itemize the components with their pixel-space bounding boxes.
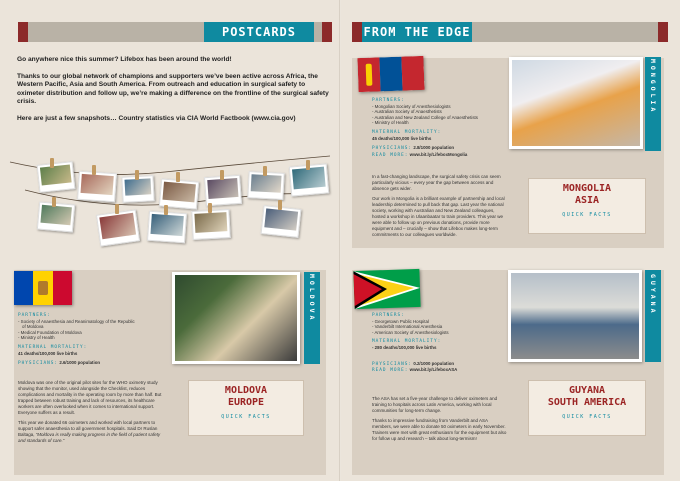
moldova-title-country: MOLDOVA xyxy=(224,385,268,396)
intro-paragraph-1: Go anywhere nice this summer? Lifebox has been around the world! xyxy=(17,56,232,63)
mongolia-read-more-link[interactable]: www.bit.ly/LifeboxMongolia xyxy=(409,151,468,157)
mongolia-partners-label: PARTNERS: xyxy=(372,98,405,103)
header-accent-mid-left xyxy=(322,22,332,42)
mongolia-side-tab xyxy=(645,57,661,151)
moldova-side-tab xyxy=(304,272,320,364)
clothes-peg xyxy=(115,204,119,214)
guyana-story-paragraph: The ASA has set a five-year challenge to deliver oximeters and training to hospitals across Latin America, working with local communities for long-term change. xyxy=(372,396,498,413)
mongolia-mortality: 45 deaths/100,000 live births xyxy=(372,135,432,141)
guyana-side-tab xyxy=(645,270,661,362)
mongolia-quick-facts-box xyxy=(528,178,646,234)
clothes-peg xyxy=(278,200,282,210)
mongolia-partner: - Mongolian Society of Anesthesiologists xyxy=(372,103,451,109)
moldova-story-quote: “Moldova is really making progress in the field of patient safety and standards of care.” xyxy=(18,432,161,443)
moldova-story-paragraph xyxy=(18,420,168,444)
mongolia-story-paragraph: Our work in Mongolia is a brilliant example of partnership and local leadership determined to pull back that gap. Last year the national society, working with Australian and New Zealand colleagues, hosted a workshop in Ulaanbaatar to train providers. This year we were able to follow up on previous donations, provide more equipment and – crucially – show that Lifebox makes long-term commitments to our colleagues worldwide. xyxy=(372,196,505,237)
mongolia-title-region: ASIA xyxy=(574,195,600,206)
guyana-partners-label: PARTNERS: xyxy=(372,313,405,318)
header-accent-mid-right xyxy=(352,22,362,42)
mongolia-physicians: 2.8/1000 population xyxy=(413,145,455,151)
guyana-partner: - Georgetown Public Hospital xyxy=(372,318,429,324)
intro-paragraph-2: Thanks to our global network of champions and supporters we’ve been active across Africa, the Western Pacific, Asia and South America. From outreach and education in surgical safety to oximeter distribution and follow up, we’re making a difference on the frontline of the surgical safety crisis. xyxy=(17,72,329,106)
header-title-left: POSTCARDS xyxy=(204,22,314,42)
guyana-info xyxy=(372,313,506,374)
moldova-title-region: EUROPE xyxy=(227,397,265,408)
guyana-title-country: GUYANA xyxy=(568,385,606,396)
guyana-physicians-label: PHYSICIANS: xyxy=(372,361,413,367)
moldova-tab-label: MOLDOVA xyxy=(308,274,316,323)
guyana-quick-facts-label: QUICK FACTS xyxy=(562,414,612,420)
header-title-right: FROM THE EDGE xyxy=(362,22,472,42)
snapshot-photo xyxy=(77,171,117,203)
guyana-mortality-label: MATERNAL MORTALITY: xyxy=(372,339,442,345)
mongolia-flag-icon xyxy=(357,56,424,92)
mongolia-story-paragraph: In a fast-changing landscape, the surgical safety crisis can seem particularly vicious – every year the gap between access and absence gets wider. xyxy=(372,174,501,191)
clothes-peg xyxy=(176,172,180,182)
guyana-quick-facts-box xyxy=(528,380,646,436)
moldova-quick-facts-label: QUICK FACTS xyxy=(221,414,271,420)
header-accent-right xyxy=(658,22,668,42)
intro-text xyxy=(17,56,329,132)
guyana-story-paragraph: Thanks to impressive fundraising from Vanderbilt and ASA members, we were able to donate 50 oximeters in early November. Trainers were met with great enthusiasm for the equipment but also for follow up and research – talk about long-termism! xyxy=(372,418,507,441)
clothes-peg xyxy=(220,170,224,180)
guyana-photo xyxy=(508,270,642,362)
moldova-partner: - Society of Anaesthesia and Reanimatology of the Republic xyxy=(18,318,135,324)
guyana-mortality: - 280 deaths/100,000 live births xyxy=(372,344,437,350)
mongolia-tab-label: MONGOLIA xyxy=(649,59,657,115)
moldova-info xyxy=(18,313,168,367)
mongolia-quick-facts-label: QUICK FACTS xyxy=(562,212,612,218)
moldova-physicians: 2.6/1000 population xyxy=(59,360,101,366)
guyana-title-region: SOUTH AMERICA xyxy=(547,397,627,408)
guyana-read-more-label: READ MORE: xyxy=(372,368,409,374)
clothes-peg xyxy=(52,197,56,207)
guyana-flag-icon xyxy=(353,269,420,309)
clothes-peg xyxy=(50,158,54,168)
moldova-story-text: This year we donated 66 oximeters and worked with local partners to support safer anaesthesia to all government hospitals. Said Dr Ruslan Baltaga, xyxy=(18,420,158,437)
clothes-peg xyxy=(164,205,168,215)
snapshot-photo xyxy=(37,201,75,232)
moldova-partner: of Moldova xyxy=(22,324,44,330)
moldova-story-paragraph: Moldova was one of the original pilot sites for the WHO oximetry study showing that the monitor, used alongside the Checklist, reduces complications and mortality in the operating room by more than half. But trapped between robust training and lack of resources, its healthcare workers are often overlooked when it comes to international support. Everyone suffers as a result. xyxy=(18,380,162,415)
guyana-flag-graphic xyxy=(353,269,420,309)
clothes-peg xyxy=(263,166,267,176)
clothes-peg xyxy=(135,170,139,180)
snapshot-photo xyxy=(96,209,140,246)
moldova-physicians-label: PHYSICIANS: xyxy=(18,361,59,367)
moldova-quick-facts-box xyxy=(188,380,304,436)
moldova-mortality: 41 deaths/100,000 live births xyxy=(18,350,78,356)
mongolia-partner: - Ministry of Health xyxy=(372,120,409,126)
guyana-partner: - American Society of Anesthesiologists xyxy=(372,329,449,335)
clothes-peg xyxy=(208,203,212,213)
mongolia-photo xyxy=(509,57,643,149)
snapshot-photo xyxy=(261,205,302,238)
guyana-read-more-link[interactable]: www.bit.ly/LifeboxASA xyxy=(409,367,458,373)
moldova-flag-icon xyxy=(14,271,72,305)
mongolia-story xyxy=(372,174,508,242)
moldova-story xyxy=(18,380,168,448)
guyana-tab-label: GUYANA xyxy=(649,274,657,316)
mongolia-mortality-label: MATERNAL MORTALITY: xyxy=(372,129,442,135)
header-accent-left xyxy=(18,22,28,42)
clothes-peg xyxy=(92,165,96,175)
mongolia-title-country: MONGOLIA xyxy=(562,183,612,194)
guyana-partner: - Vanderbilt International Anesthesia xyxy=(372,324,443,330)
moldova-partner: - Medical Foundation of Moldova xyxy=(18,329,82,335)
guyana-story xyxy=(372,396,508,446)
mongolia-partner: - Australian and New Zealand College of Anaesthetists xyxy=(372,114,478,120)
intro-paragraph-3: Here are just a few snapshots… Country statistics via CIA World Factbook (www.cia.gov) xyxy=(17,114,296,122)
guyana-physicians: 0.2/1000 population xyxy=(413,360,455,366)
moldova-partners-label: PARTNERS: xyxy=(18,313,51,318)
snapshot-photo xyxy=(147,211,187,244)
mongolia-info xyxy=(372,98,507,158)
snapshot-photo xyxy=(191,209,230,240)
clothes-peg xyxy=(306,160,310,170)
moldova-mortality-label: MATERNAL MORTALITY: xyxy=(18,344,88,350)
mongolia-physicians-label: PHYSICIANS: xyxy=(372,146,413,152)
mongolia-read-more-label: READ MORE: xyxy=(372,152,409,158)
snapshot-photo xyxy=(37,161,76,193)
mongolia-partner: - Australian Society of Anaesthetists xyxy=(372,109,442,115)
moldova-photo xyxy=(172,272,300,364)
moldova-partner: - Ministry of Health xyxy=(18,335,55,341)
